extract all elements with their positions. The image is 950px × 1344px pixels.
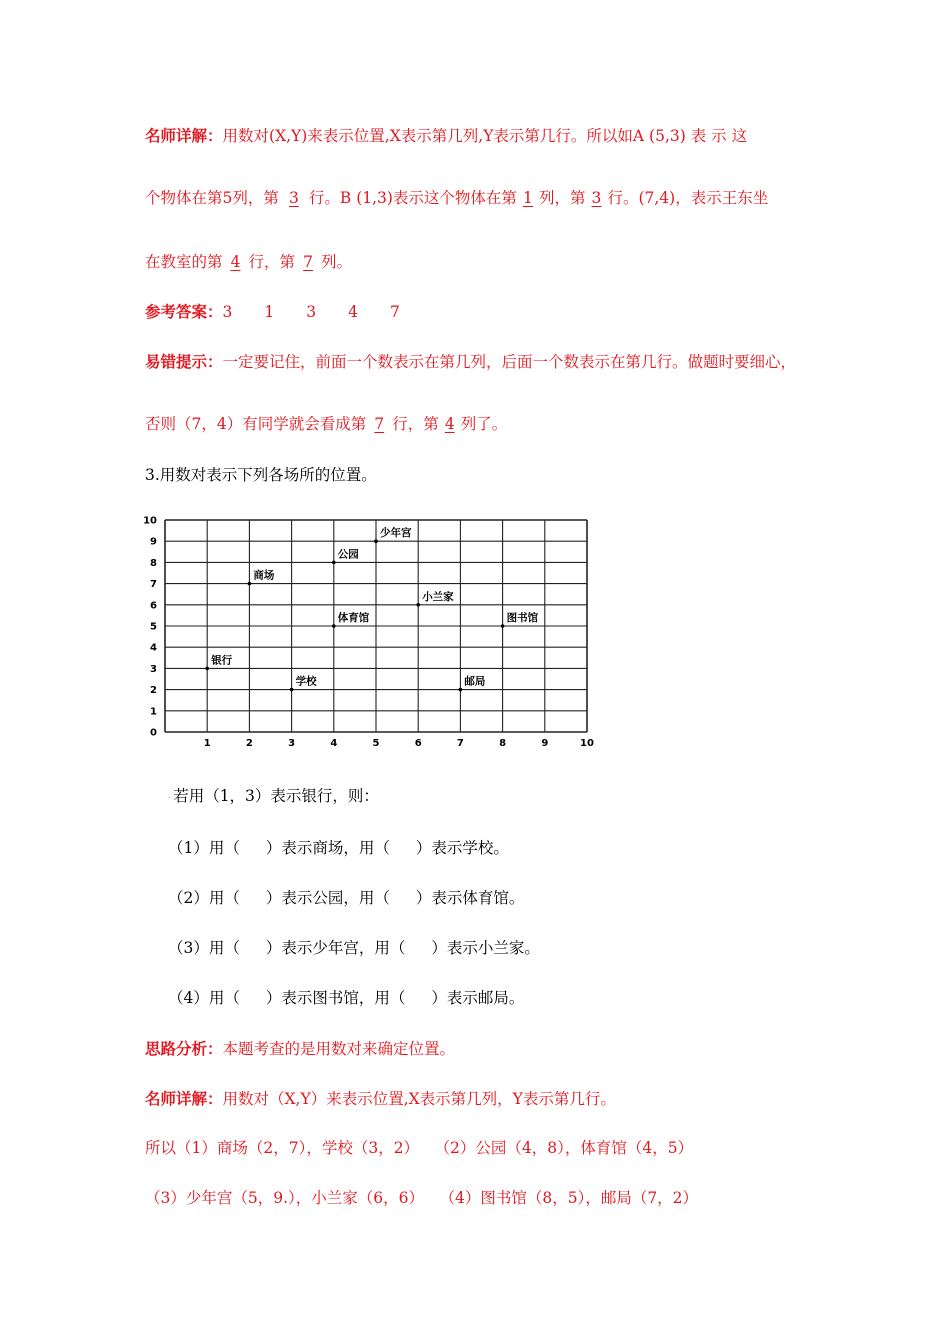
y-tick-label: 8 (150, 557, 157, 569)
explain2-result1: 所以（1）商场（2，7），学校（3，2） （2）公园（4，8），体育馆（4，5） (145, 1139, 694, 1157)
question-text: ）表示学校。 (415, 839, 509, 857)
question-item (168, 988, 524, 1008)
question-item (168, 838, 509, 858)
question-text: （1）用（ (168, 839, 240, 857)
place-label: 图书馆 (506, 612, 539, 624)
tip-text: 行，第 (392, 415, 439, 433)
answer-value: 3 (306, 303, 317, 321)
place-point (290, 688, 294, 692)
place-point (332, 624, 336, 628)
explain2-text: 用数对（X,Y）来表示位置,X表示第几列，Y表示第几行。 (222, 1090, 616, 1108)
explain1-text: 在教室的第 (145, 253, 223, 271)
place-point (248, 582, 252, 586)
question-item (168, 888, 524, 908)
fill-blank: 3 (591, 189, 602, 207)
x-tick-label: 4 (330, 738, 338, 749)
answer1-line (145, 302, 432, 322)
fill-blank: 7 (374, 415, 385, 433)
place-point (501, 624, 505, 628)
place-point (416, 603, 420, 607)
explain1-line3 (145, 252, 352, 272)
question-text: ）表示邮局。 (431, 989, 525, 1007)
y-tick-label: 0 (150, 727, 157, 739)
coordinate-grid (145, 510, 595, 755)
fill-blank: 1 (523, 189, 533, 207)
place-label: 公园 (337, 548, 359, 561)
explain1-text: 行，第 (248, 253, 296, 271)
place-label: 商场 (253, 569, 275, 582)
place-point (374, 539, 378, 543)
answer-value: 3 (222, 303, 233, 321)
place-label: 少年宫 (380, 527, 412, 540)
place-point (205, 667, 209, 671)
answer-value: 7 (390, 303, 400, 321)
place-label: 学校 (295, 675, 317, 688)
x-tick-label: 9 (541, 738, 549, 749)
y-tick-label: 1 (150, 706, 157, 718)
question-intro-text: 若用（1，3）表示银行，则： (173, 787, 379, 805)
tip-text: 列了。 (460, 415, 508, 433)
tip-text: 一定要记住，前面一个数表示在第几列，后面一个数表示在第几行。做题时要细心， (222, 353, 797, 371)
x-tick-label: 5 (372, 738, 380, 749)
answer1-label: 参考答案： (145, 303, 223, 321)
explain1-text: 用数对(X,Y)来表示位置,X表示第几列,Y表示第几行。所以如A (5,3) 表 示 这 (222, 127, 748, 145)
explain1-text: 列，第 (538, 189, 586, 207)
place-label: 邮局 (464, 675, 486, 688)
question-text: （4）用（ (168, 989, 240, 1007)
question-text: ）表示小兰家。 (431, 939, 540, 957)
question-text: ）表示公园，用（ (265, 889, 390, 907)
place-label: 小兰家 (422, 590, 454, 603)
x-tick-label: 6 (414, 738, 422, 749)
x-tick-label: 2 (245, 738, 253, 749)
explain2-label: 名师详解： (145, 1090, 223, 1108)
y-tick-label: 5 (150, 621, 157, 633)
question-text: （3）用（ (168, 939, 240, 957)
explain1-text: 行。B (1,3)表示这个物体在第 (308, 189, 517, 207)
tip-line1 (145, 352, 796, 372)
fill-blank: 3 (288, 189, 299, 207)
y-tick-label: 2 (150, 685, 157, 697)
y-tick-label: 10 (143, 515, 157, 527)
y-tick-label: 6 (150, 600, 157, 612)
explain1-text: 个物体在第5列，第 (145, 189, 279, 207)
question-item (168, 938, 540, 958)
tip-line2 (145, 414, 507, 434)
place-label: 体育馆 (337, 612, 370, 624)
fill-blank: 4 (444, 415, 455, 433)
fill-blank: 4 (230, 253, 241, 271)
question-text: （2）用（ (168, 889, 240, 907)
analysis-label: 思路分析： (145, 1040, 223, 1058)
y-tick-label: 7 (150, 579, 157, 591)
x-tick-label: 1 (203, 738, 211, 749)
question-title: 3.用数对表示下列各场所的位置。 (145, 466, 377, 484)
x-tick-label: 7 (456, 738, 464, 749)
explain1-line1 (145, 126, 747, 146)
explain1-text: 列。 (321, 253, 353, 271)
place-label: 银行 (211, 654, 233, 667)
mark-dot: · (168, 793, 172, 804)
answer-value: 1 (264, 303, 275, 321)
explain2-result2: （3）少年宫（5，9.），小兰家（6，6） （4）图书馆（8，5），邮局（7，2） (145, 1189, 699, 1207)
y-tick-label: 9 (150, 536, 157, 548)
y-tick-label: 4 (150, 642, 157, 654)
place-point (332, 561, 336, 565)
question-text: ）表示少年宫，用（ (265, 939, 406, 957)
place-point (459, 688, 463, 692)
explain2-line (145, 1089, 616, 1109)
question-text: ）表示体育馆。 (415, 889, 525, 907)
analysis-line (145, 1039, 455, 1059)
explain1-text: 行。(7,4)，表示王东坐 (607, 189, 769, 207)
fill-blank: 7 (303, 253, 313, 271)
x-tick-label: 3 (288, 738, 296, 749)
question-text: ）表示图书馆，用（ (265, 989, 406, 1007)
explain1-line2 (145, 188, 768, 208)
question-intro (168, 786, 379, 809)
answer-value: 4 (348, 303, 359, 321)
y-tick-label: 3 (150, 663, 157, 675)
question-text: ）表示商场，用（ (265, 839, 390, 857)
analysis-text: 本题考查的是用数对来确定位置。 (222, 1040, 456, 1058)
x-tick-label: 8 (499, 738, 507, 749)
tip-label: 易错提示： (145, 353, 223, 371)
x-tick-label: 10 (580, 738, 594, 749)
tip-text: 否则（7，4）有同学就会看成第 (145, 415, 367, 433)
explain1-label: 名师详解： (145, 127, 223, 145)
